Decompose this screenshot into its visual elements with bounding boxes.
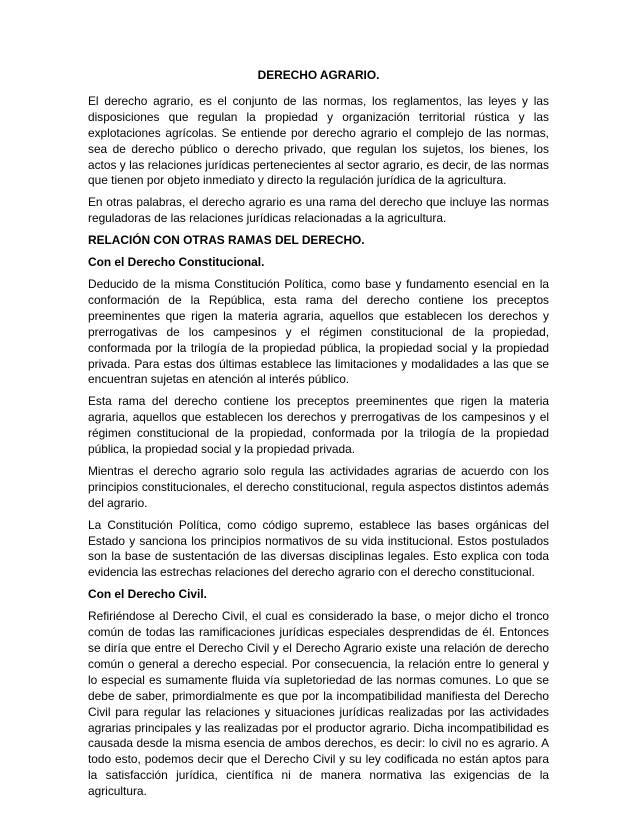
document-title: DERECHO AGRARIO.: [257, 68, 380, 82]
civil-paragraph-1: Refiriéndose al Derecho Civil, el cual es considerado la base, o mejor dicho el tronco común de todas las ramificaciones jurídicas especiales desprendidas de él. Entonces se diría que entre el Derecho Civil y el Derecho Agrario existe una relación de derecho común o general a derecho especial. Por consecuencia, la relación entre lo general y lo especial es sumamente fluida vía supletoriedad de las normas comunes. Lo que se debe de saber, primordialmente es que por la incompatibilidad manifiesta del Derecho Civil para regular las relaciones y situaciones jurídicas realizadas por las actividades agrarias principales y las realizadas por el productor agrario. Dicha incompatibilidad es causada desde la misma esencia de ambos derechos, es decir: lo civil no es agrario. A todo esto, podemos decir que el Derecho Civil y su ley codificada no están aptos para la satisfacción jurídica, científica ni de manera normativa las exigencias de la agricultura.: [88, 609, 549, 799]
document-page: [88, 68, 549, 806]
constitutional-paragraph-4: La Constitución Política, como código supremo, establece las bases orgánicas del Estado y sanciona los principios normativos de su vida institucional. Estos postulados son la base de sustentación de las diversas disciplinas legales. Esto explica con toda evidencia las estrechas relaciones del derecho agrario con el derecho constitucional.: [88, 517, 549, 580]
constitutional-paragraph-2: Esta rama del derecho contiene los preceptos preeminentes que rigen la materia agraria, aquellos que establecen los derechos y prerrogativas de los campesinos y el régimen constitucional de la propiedad, conformada por la trilogía de la propiedad pública, la propiedad social y la propiedad privada.: [88, 394, 549, 457]
constitutional-paragraph-3: Mientras el derecho agrario solo regula las actividades agrarias de acuerdo con los principios constitucionales, el derecho constitucional, regula aspectos distintos además del agrario.: [88, 463, 549, 510]
civil-heading: Con el Derecho Civil.: [88, 587, 207, 602]
section-heading: RELACIÓN CON OTRAS RAMAS DEL DERECHO.: [88, 233, 365, 248]
constitutional-paragraph-1: Deducido de la misma Constitución Política, como base y fundamento esencial en la conformación de la República, esta rama del derecho contiene los preceptos preeminentes que rigen la materia agraria, aquellos que establecen los derechos y prerrogativas de los campesinos y el régimen constitucional de la propiedad, conformada por la trilogía de la propiedad pública, la propiedad social y la propiedad privada. Para estas dos últimas establece las limitaciones y modalidades a las que se encuentran sujetas en atención al interés público.: [88, 276, 549, 387]
intro-paragraph-1: El derecho agrario, es el conjunto de las normas, los reglamentos, las leyes y las disposiciones que regulan la propiedad y organización territorial rústica y las explotaciones agrícolas. Se entiende por derecho agrario el complejo de las normas, sea de derecho público o derecho privado, que regulan los sujetos, los bienes, los actos y las relaciones jurídicas pertenecientes al sector agrario, es decir, de las normas que tienen por objeto inmediato y directo la regulación jurídica de la agricultura.: [88, 93, 549, 188]
intro-paragraph-2: En otras palabras, el derecho agrario es una rama del derecho que incluye las normas reguladoras de las relaciones jurídicas relacionadas a la agricultura.: [88, 195, 549, 226]
constitutional-heading: Con el Derecho Constitucional.: [88, 255, 265, 270]
